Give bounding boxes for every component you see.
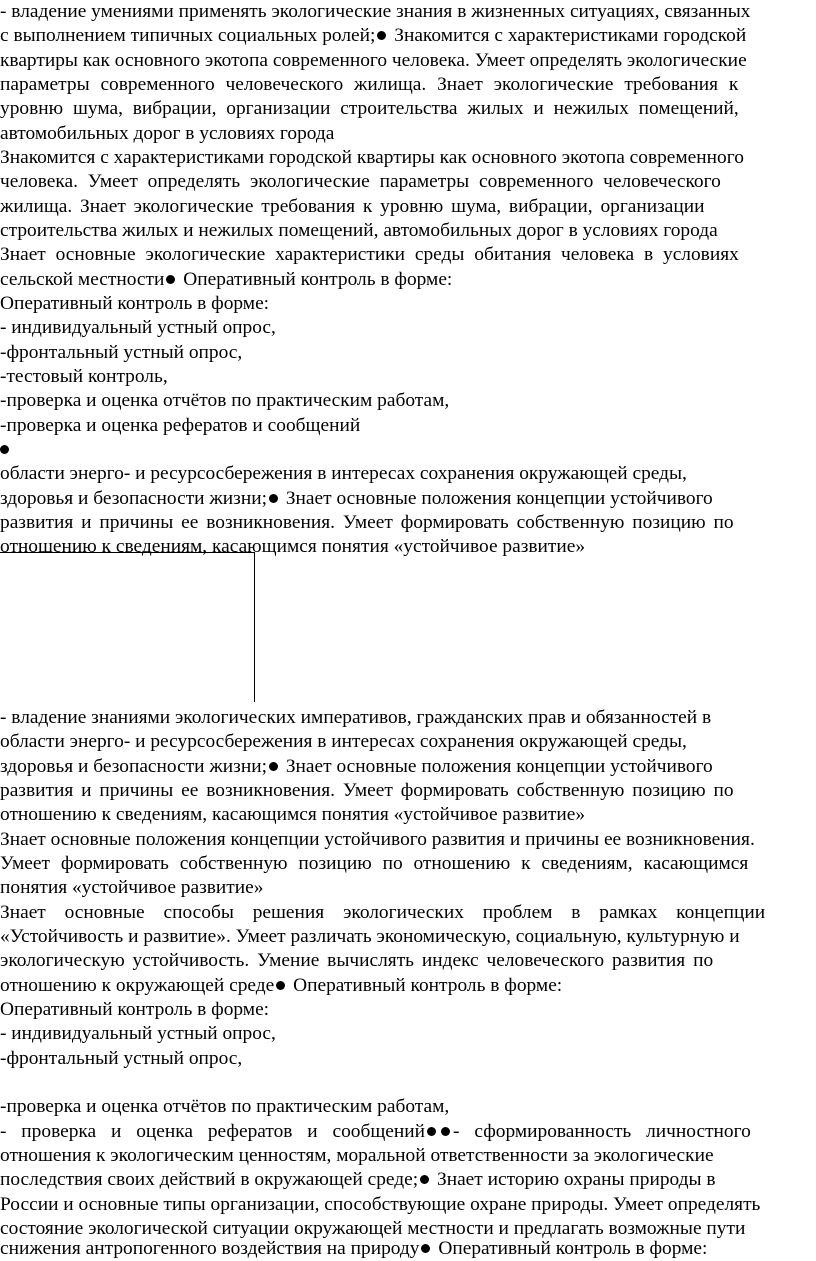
text-line	[0, 779, 816, 803]
text-run: Знает основные положения концепции устойчивого	[280, 488, 713, 509]
text-line	[0, 487, 816, 511]
text-line	[0, 219, 816, 243]
text-run: Знает основные экологические характеристики среды обитания человека в условиях	[0, 244, 739, 265]
text-line	[0, 389, 816, 413]
text-line	[0, 24, 816, 48]
text-run: здоровья и безопасности жизни;	[0, 756, 267, 777]
text-line	[0, 511, 816, 535]
text-line	[0, 316, 816, 340]
bullet-icon	[377, 31, 386, 40]
text-line	[0, 97, 816, 121]
text-line	[0, 876, 816, 900]
text-run: развития и причины ее возникновения. Умеет формировать собственную позицию по	[0, 512, 734, 533]
text-line	[0, 49, 816, 73]
text-line	[0, 803, 816, 827]
text-line	[0, 730, 816, 754]
text-run: области энерго- и ресурсосбережения в интересах сохранения окружающей среды,	[0, 463, 687, 484]
text-line	[0, 462, 816, 486]
text-line	[0, 1022, 816, 1046]
text-run: состояние экологической ситуации окружающей местности и предлагать возможные пути	[0, 1218, 746, 1239]
text-run: - владение умениями применять экологические знания в жизненных ситуациях, связанных	[0, 1, 751, 22]
text-line	[0, 341, 816, 365]
text-line	[0, 1047, 816, 1071]
text-line	[0, 1168, 816, 1192]
text-line	[0, 901, 816, 925]
text-line	[0, 949, 816, 973]
text-line	[0, 828, 816, 852]
text-run: уровню шума, вибрации, организации строительства жилых и нежилых помещений,	[0, 98, 739, 119]
text-line	[0, 73, 816, 97]
text-run: Умеет формировать собственную позицию по отношению к сведениям, касающимся	[0, 853, 749, 874]
text-run: -проверка и оценка отчётов по практическим работам,	[0, 1096, 450, 1117]
text-run: Знакомится с характеристиками городской квартиры как основного экотопа современного	[0, 147, 744, 168]
text-run: отношения к экологическим ценностям, моральной ответственности за экологические	[0, 1145, 714, 1166]
text-run: Знает историю охраны природы в	[432, 1169, 716, 1190]
text-line	[0, 146, 816, 170]
text-line	[0, 414, 816, 438]
text-line	[0, 852, 816, 876]
text-run: экологическую устойчивость. Умение вычислять индекс человеческого развития по	[0, 950, 714, 971]
text-run: здоровья и безопасности жизни;	[0, 488, 267, 509]
text-line	[0, 1237, 816, 1261]
text-run: Знает основные положения концепции устойчивого развития и причины ее возникновения.	[0, 829, 755, 850]
text-run: Оперативный контроль в форме:	[0, 293, 270, 314]
text-line	[0, 1120, 816, 1144]
text-run: - владение знаниями экологических императивов, гражданских прав и обязанностей в	[0, 707, 712, 728]
text-run: -проверка и оценка отчётов по практическим работам,	[0, 390, 450, 411]
text-run: -тестовый контроль,	[0, 366, 168, 387]
bullet-icon	[276, 981, 285, 990]
text-run: Оперативный контроль в форме:	[0, 999, 270, 1020]
bullet-icon	[427, 1127, 436, 1136]
text-run: Оперативный контроль в форме:	[178, 269, 453, 290]
text-run: понятия «устойчивое развитие»	[0, 877, 264, 898]
bullet-icon	[269, 494, 278, 503]
text-line	[0, 1095, 816, 1119]
bullet-icon	[269, 762, 278, 771]
text-run: строительства жилых и нежилых помещений, автомобильных дорог в условиях города	[0, 220, 718, 241]
text-run: «Устойчивость и развитие». Умеет различать экономическую, социальную, культурную и	[0, 926, 740, 947]
bullet-icon	[0, 445, 9, 454]
text-line	[0, 292, 816, 316]
text-run: области энерго- и ресурсосбережения в интересах сохранения окружающей среды,	[0, 731, 687, 752]
text-line	[0, 365, 816, 389]
text-run: квартиры как основного экотопа современного человека. Умеет определять экологические	[0, 50, 747, 71]
text-run: отношению к сведениям, касающимся понятия «устойчивое развитие»	[0, 536, 586, 557]
text-run: автомобильных дорог в условиях города	[0, 123, 335, 144]
text-run: Знакомится с характеристиками городской	[389, 25, 747, 46]
text-line	[0, 974, 816, 998]
bullet-icon	[420, 1175, 429, 1184]
text-line	[0, 268, 816, 292]
text-run: -фронтальный устный опрос,	[0, 1048, 243, 1069]
text-run: Знает основные способы решения экологических проблем в рамках концепции	[0, 902, 766, 923]
text-run: - сформированность личностного	[453, 1121, 751, 1142]
text-line	[0, 122, 816, 146]
text-line	[0, 170, 816, 194]
bullet-icon	[441, 1127, 450, 1136]
text-run: России и основные типы организации, способствующие охране природы. Умеет определять	[0, 1194, 761, 1215]
empty-table-cell	[0, 552, 255, 702]
text-run: снижения антропогенного воздействия на природу	[0, 1238, 420, 1259]
text-run: сельской местности	[0, 269, 165, 290]
bullet-icon	[166, 275, 175, 284]
text-run: жилища. Знает экологические требования к уровню шума, вибрации, организации	[0, 196, 705, 217]
text-line	[0, 1193, 816, 1217]
text-run: последствия своих действий в окружающей среде;	[0, 1169, 419, 1190]
text-line	[0, 243, 816, 267]
text-run: человека. Умеет определять экологические параметры современного человеческого	[0, 171, 721, 192]
text-line	[0, 925, 816, 949]
text-run: отношению к окружающей среде	[0, 975, 275, 996]
text-run: -фронтальный устный опрос,	[0, 342, 243, 363]
text-run: Знает основные положения концепции устойчивого	[280, 756, 713, 777]
text-line	[0, 998, 816, 1022]
text-run: -проверка и оценка рефератов и сообщений	[0, 415, 361, 436]
text-line	[0, 1144, 816, 1168]
text-line	[0, 195, 816, 219]
text-line	[0, 0, 816, 24]
text-run: с выполнением типичных социальных ролей;	[0, 25, 376, 46]
text-line	[0, 755, 816, 779]
text-line	[0, 438, 816, 462]
text-run: - индивидуальный устный опрос,	[0, 317, 276, 338]
text-run: параметры современного человеческого жилища. Знает экологические требования к	[0, 74, 739, 95]
text-run: развития и причины ее возникновения. Умеет формировать собственную позицию по	[0, 780, 734, 801]
text-run: Оперативный контроль в форме:	[288, 975, 563, 996]
bullet-icon	[421, 1244, 430, 1253]
text-run: - индивидуальный устный опрос,	[0, 1023, 276, 1044]
text-run: - проверка и оценка рефератов и сообщений	[0, 1121, 426, 1142]
text-run: отношению к сведениям, касающимся понятия «устойчивое развитие»	[0, 804, 586, 825]
text-run: Оперативный контроль в форме:	[433, 1238, 708, 1259]
text-line	[0, 706, 816, 730]
